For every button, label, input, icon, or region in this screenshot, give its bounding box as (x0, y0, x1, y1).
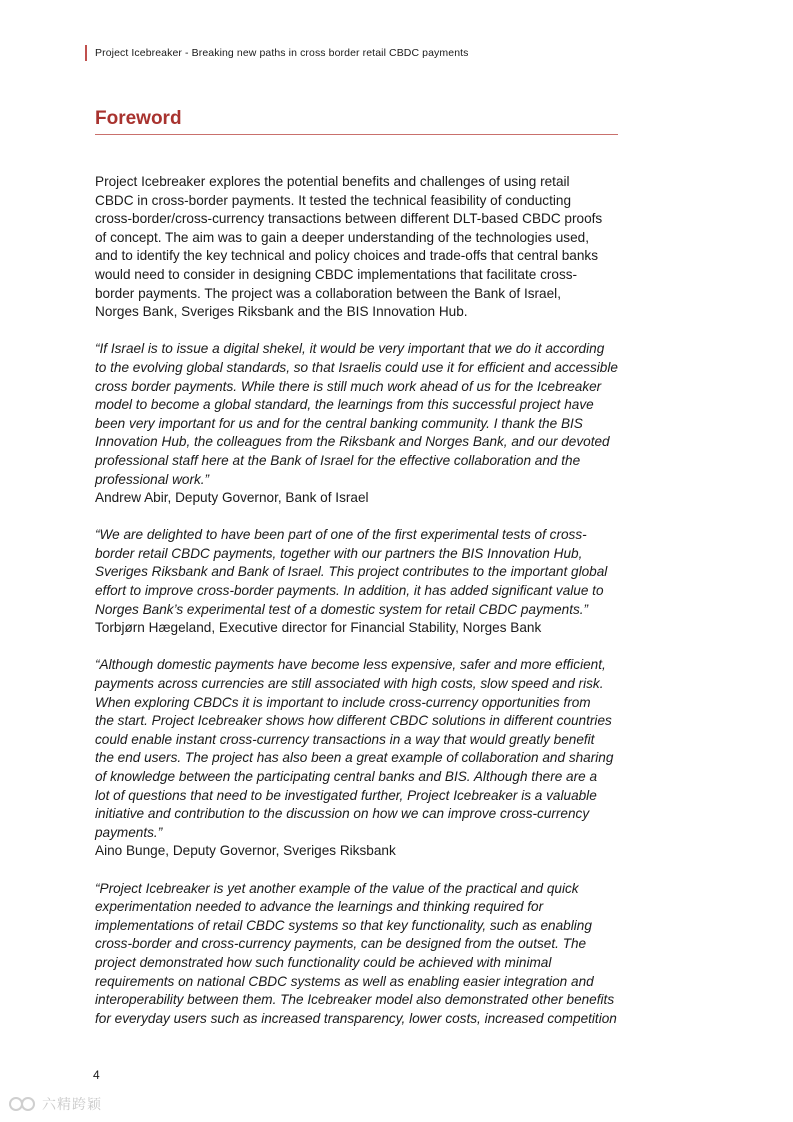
quote-line: the end users. The project has also been a great example of collaboration and sharing (95, 750, 614, 766)
quote-line: project demonstrated how such functionality could be achieved with minimal (95, 954, 552, 970)
text-line: of concept. The aim was to gain a deeper understanding of the technologies used, (95, 229, 589, 245)
quote-line: border retail CBDC payments, together with our partners the BIS Innovation Hub, (95, 545, 583, 561)
running-header-text: Project Icebreaker - Breaking new paths in cross border retail CBDC payments (95, 47, 469, 59)
quote-line: of knowledge between the participating central banks and BIS. Although there are a (95, 769, 598, 784)
text-line: Project Icebreaker explores the potential benefits and challenges of using retail (95, 174, 570, 189)
quote-bank-of-israel (95, 340, 620, 507)
quote-line: professional work.” (95, 471, 210, 487)
section-title: Foreword (95, 108, 182, 129)
quote-norges-bank (95, 526, 620, 638)
quote-line: “If Israel is to issue a digital shekel, it would be very important that we do it according (95, 341, 605, 357)
quote-attribution: Andrew Abir, Deputy Governor, Bank of Israel (95, 490, 369, 506)
paragraph-gap (95, 638, 620, 657)
title-divider (95, 134, 618, 135)
quote-line: been very important for us and for the central banking community. I thank the BIS (95, 415, 583, 431)
quote-line: cross-border and cross-currency payments, can be designed from the outset. The (95, 936, 587, 952)
quote-line: initiative and contribution to the discussion on how we can improve cross-currency (95, 806, 590, 822)
watermark (8, 1094, 102, 1114)
quote-line: professional staff here at the Bank of Israel for the effective collaboration and the (95, 452, 581, 468)
quote-line: to the evolving global standards, so that Israelis could use it for efficient and accessible (95, 359, 618, 375)
text-line: cross-border/cross-currency transactions between different DLT-based CBDC proofs (95, 211, 603, 227)
quote-line: payments.” (95, 824, 163, 840)
quote-line: Norges Bank’s experimental test of a domestic system for retail CBDC payments.” (95, 601, 589, 617)
quote-line: effort to improve cross-border payments. In addition, it has added significant value to (95, 583, 604, 599)
intro-paragraph (95, 173, 620, 322)
text-line: border payments. The project was a collaboration between the Bank of Israel, (95, 285, 561, 301)
foreword-body (95, 173, 620, 1028)
quote-line: Sveriges Riksbank and Bank of Israel. This project contributes to the important global (95, 564, 608, 580)
quote-line: interoperability between them. The Icebreaker model also demonstrated other benefits (95, 992, 615, 1008)
quote-line: model to become a global standard, the learnings from this successful project have (95, 397, 594, 413)
quote-line: payments across currencies are still associated with high costs, slow speed and risk. (95, 676, 604, 692)
quote-line: When exploring CBDCs it is important to include cross-currency opportunities from (95, 694, 591, 710)
text-line: Norges Bank, Sveriges Riksbank and the BIS Innovation Hub. (95, 304, 468, 320)
quote-line: cross border payments. While there is still much work ahead of us for the Icebreaker (95, 378, 602, 394)
quote-line: “We are delighted to have been part of one of the first experimental tests of cross- (95, 527, 587, 543)
running-header (85, 44, 469, 62)
page-number: 4 (93, 1068, 100, 1082)
text-line: CBDC in cross-border payments. It tested the technical feasibility of conducting (95, 192, 572, 208)
quote-sveriges-riksbank (95, 656, 620, 861)
watermark-text: 六精跨颖 (42, 1096, 102, 1112)
quote-attribution: Aino Bunge, Deputy Governor, Sveriges Riksbank (95, 843, 396, 859)
quote-line: could enable instant cross-currency transactions in a way that would greatly benefit (95, 731, 595, 747)
text-line: and to identify the key technical and policy choices and trade-offs that central banks (95, 248, 599, 264)
quote-line: implementations of retail CBDC systems so that key functionality, such as enabling (95, 917, 592, 933)
watermark-logo-icon (8, 1096, 38, 1112)
paragraph-gap (95, 322, 620, 341)
quote-line: lot of questions that need to be investigated further, Project Icebreaker is a valuable (95, 787, 597, 803)
paragraph-gap (95, 861, 620, 880)
text-line: would need to consider in designing CBDC implementations that facilitate cross- (95, 266, 578, 282)
paragraph-gap (95, 508, 620, 527)
quote-line: Innovation Hub, the colleagues from the Riksbank and Norges Bank, and our devoted (95, 434, 610, 450)
quote-line: requirements on national CBDC systems as well as enabling easier integration and (95, 973, 594, 989)
quote-line: “Project Icebreaker is yet another example of the value of the practical and quick (95, 880, 579, 896)
quote-bis-innovation-hub (95, 880, 620, 1029)
quote-line: experimentation needed to advance the learnings and thinking required for (95, 899, 544, 915)
quote-attribution: Torbjørn Hægeland, Executive director for Financial Stability, Norges Bank (95, 620, 542, 636)
quote-line: “Although domestic payments have become less expensive, safer and more efficient, (95, 657, 606, 673)
quote-line: the start. Project Icebreaker shows how different CBDC solutions in different countries (95, 713, 612, 729)
quote-line: for everyday users such as increased transparency, lower costs, increased competition (95, 1010, 617, 1026)
header-accent-bar (85, 45, 87, 61)
